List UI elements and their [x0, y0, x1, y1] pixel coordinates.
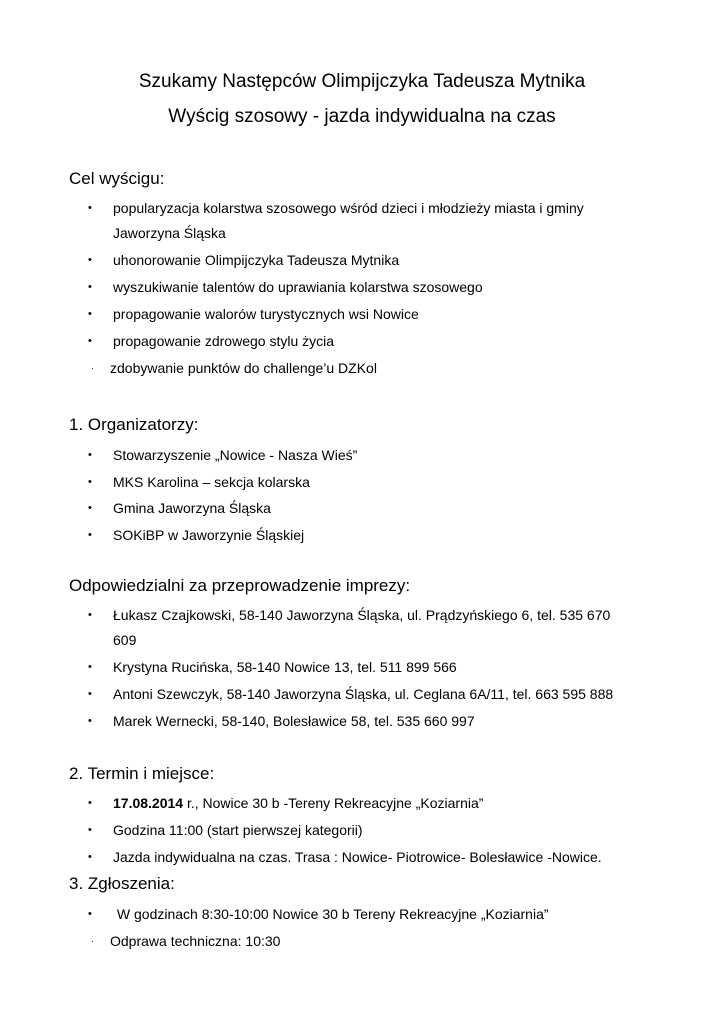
event-date: 17.08.2014 — [113, 795, 184, 811]
bullet-marker: • — [88, 335, 92, 347]
bullet-marker: • — [88, 715, 92, 727]
goal-item: wyszukiwanie talentów do uprawiania kolarstwa szosowego — [113, 279, 483, 295]
organizer-item: MKS Karolina – sekcja kolarska — [113, 474, 310, 490]
bullet-marker: • — [88, 254, 92, 266]
bullet-marker: • — [88, 609, 92, 621]
bullet-marker: · — [91, 363, 94, 373]
bullet-marker: • — [88, 502, 92, 514]
document-title: Szukamy Następców Olimpijczyka Tadeusza Mytnika — [138, 71, 586, 92]
schedule-item: Jazda indywidualna na czas. Trasa : Nowice- Piotrowice- Bolesławice -Nowice. — [113, 849, 602, 865]
section-heading-organizers: 1. Organizatorzy: — [69, 415, 199, 434]
goal-item: propagowanie walorów turystycznych wsi Nowice — [113, 306, 419, 322]
goal-item: popularyzacja kolarstwa szosowego wśród dzieci i młodzieży miasta i gminy — [113, 200, 584, 216]
responsible-item: Łukasz Czajkowski, 58-140 Jaworzyna Śląska, ul. Prądzyńskiego 6, tel. 535 670 — [113, 607, 611, 623]
goal-item: zdobywanie punktów do challenge’u DZKol — [110, 360, 377, 376]
responsible-item: Antoni Szewczyk, 58-140 Jaworzyna Śląska, ul. Ceglana 6A/11, tel. 663 595 888 — [113, 686, 614, 702]
bullet-marker: • — [88, 851, 92, 863]
bullet-marker: • — [88, 308, 92, 320]
section-heading-schedule: 2. Termin i miejsce: — [69, 764, 215, 783]
bullet-marker: • — [88, 824, 92, 836]
section-heading-responsible: Odpowiedzialni za przeprowadzenie imprezy: — [69, 576, 411, 595]
registration-item: W godzinach 8:30-10:00 Nowice 30 b Tereny Rekreacyjne „Koziarnia” — [113, 906, 549, 922]
schedule-item: Godzina 11:00 (start pierwszej kategorii) — [113, 822, 363, 838]
goal-item-continuation: Jaworzyna Śląska — [113, 225, 226, 241]
goal-item: propagowanie zdrowego stylu życia — [113, 333, 335, 349]
bullet-marker: • — [88, 449, 92, 461]
bullet-marker: • — [88, 908, 92, 920]
schedule-date-item — [113, 793, 483, 813]
goal-item: uhonorowanie Olimpijczyka Tadeusza Mytnika — [113, 252, 400, 268]
bullet-marker: · — [91, 936, 94, 946]
responsible-item-continuation: 609 — [113, 632, 137, 648]
bullet-marker: • — [88, 688, 92, 700]
section-heading-goals: Cel wyścigu: — [69, 169, 165, 188]
bullet-marker: • — [88, 202, 92, 214]
bullet-marker: • — [88, 661, 92, 673]
event-location: r., Nowice 30 b -Tereny Rekreacyjne „Koziarnia” — [183, 795, 484, 811]
organizer-item: Gmina Jaworzyna Śląska — [113, 500, 271, 516]
organizer-item: Stowarzyszenie „Nowice - Nasza Wieś” — [113, 447, 358, 463]
bullet-marker: • — [88, 281, 92, 293]
bullet-marker: • — [88, 797, 92, 809]
section-heading-registration: 3. Zgłoszenia: — [69, 874, 175, 893]
bullet-marker: • — [88, 529, 92, 541]
responsible-item: Marek Wernecki, 58-140, Bolesławice 58, tel. 535 660 997 — [113, 713, 475, 729]
registration-item: Odprawa techniczna: 10:30 — [110, 933, 281, 949]
responsible-item: Krystyna Rucińska, 58-140 Nowice 13, tel. 511 899 566 — [113, 659, 457, 675]
document-subtitle: Wyścig szosowy - jazda indywidualna na czas — [168, 106, 556, 127]
bullet-marker: • — [88, 476, 92, 488]
organizer-item: SOKiBP w Jaworzynie Śląskiej — [113, 527, 305, 543]
